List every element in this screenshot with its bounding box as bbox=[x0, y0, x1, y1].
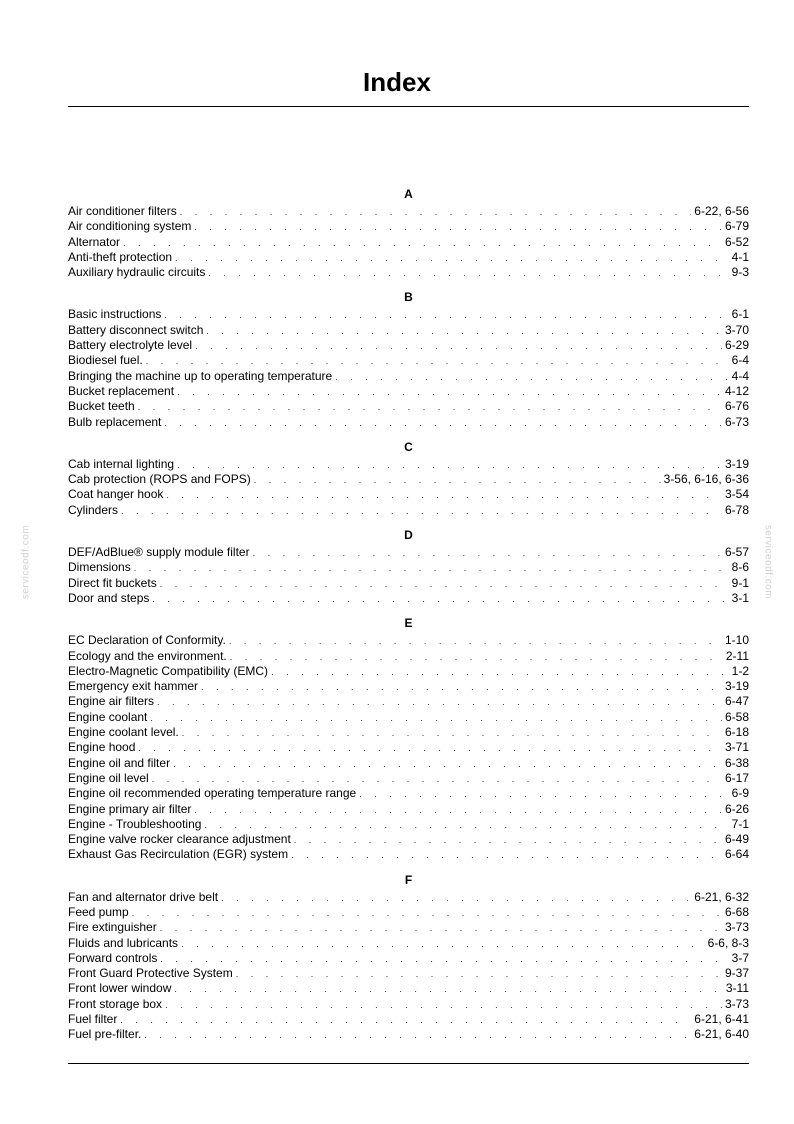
index-entry bbox=[68, 576, 749, 591]
index-entry bbox=[68, 307, 749, 322]
index-entry bbox=[68, 832, 749, 847]
dot-leader bbox=[335, 370, 728, 385]
entry-term: Battery electrolyte level bbox=[68, 338, 193, 353]
index-entry bbox=[68, 920, 749, 935]
index-entry bbox=[68, 503, 749, 518]
dot-leader bbox=[359, 787, 728, 802]
index-entry bbox=[68, 890, 749, 905]
entry-pages: 6-29 bbox=[724, 338, 749, 353]
entry-pages: 6-6, 8-3 bbox=[707, 935, 749, 950]
entry-term: Engine air filters bbox=[68, 694, 155, 709]
index-section-f bbox=[68, 870, 749, 1043]
dot-leader bbox=[201, 680, 722, 695]
dot-leader bbox=[144, 1028, 691, 1043]
entry-pages: 3-1 bbox=[731, 590, 749, 605]
entry-pages: 4-12 bbox=[724, 383, 749, 398]
index-entry bbox=[68, 633, 749, 648]
footer-rule bbox=[68, 1063, 749, 1064]
entry-term: Basic instructions bbox=[68, 307, 162, 322]
dot-leader bbox=[152, 592, 728, 607]
index-entry bbox=[68, 472, 749, 487]
entry-term: Fire extinguisher bbox=[68, 920, 157, 935]
entry-term: Door and steps bbox=[68, 590, 150, 605]
dot-leader bbox=[175, 251, 729, 266]
entry-term: Biodiesel fuel. bbox=[68, 353, 143, 368]
index-entry bbox=[68, 802, 749, 817]
dot-leader bbox=[230, 650, 723, 665]
entry-pages: 3-7 bbox=[731, 950, 749, 965]
dot-leader bbox=[271, 665, 729, 680]
index-section-c bbox=[68, 437, 749, 518]
dot-leader bbox=[253, 546, 722, 561]
entry-term: Forward controls bbox=[68, 950, 158, 965]
entry-term: Cab protection (ROPS and FOPS) bbox=[68, 472, 251, 487]
dot-leader bbox=[177, 385, 722, 400]
dot-leader bbox=[173, 757, 722, 772]
index-entry bbox=[68, 369, 749, 384]
entry-term: Bucket replacement bbox=[68, 383, 175, 398]
entry-term: DEF/AdBlue® supply module filter bbox=[68, 545, 250, 560]
index-section-e bbox=[68, 613, 749, 862]
entry-pages: 3-19 bbox=[724, 456, 749, 471]
entry-pages: 6-52 bbox=[724, 234, 749, 249]
entry-pages: 3-19 bbox=[724, 679, 749, 694]
dot-leader bbox=[208, 266, 728, 281]
dot-leader bbox=[206, 324, 722, 339]
dot-leader bbox=[150, 711, 722, 726]
index-entry bbox=[68, 399, 749, 414]
index-entry bbox=[68, 817, 749, 832]
dot-leader bbox=[164, 308, 728, 323]
index-entry bbox=[68, 710, 749, 725]
entry-term: Engine oil recommended operating temperature range bbox=[68, 786, 357, 801]
index-entry bbox=[68, 756, 749, 771]
dot-leader bbox=[291, 848, 722, 863]
entry-term: Front Guard Protective System bbox=[68, 966, 233, 981]
index-entry bbox=[68, 219, 749, 234]
entry-pages: 3-73 bbox=[724, 920, 749, 935]
entry-pages: 7-1 bbox=[731, 816, 749, 831]
entry-pages: 3-54 bbox=[724, 487, 749, 502]
entry-pages: 9-3 bbox=[731, 265, 749, 280]
entry-term: Feed pump bbox=[68, 904, 129, 919]
section-letter: B bbox=[404, 290, 413, 305]
entry-pages: 3-11 bbox=[725, 981, 749, 996]
entry-pages: 6-18 bbox=[724, 725, 749, 740]
entry-pages: 6-17 bbox=[724, 770, 749, 785]
section-letter: F bbox=[404, 872, 413, 887]
entry-term: Emergency exit hammer bbox=[68, 679, 199, 694]
entry-term: EC Declaration of Conformity. bbox=[68, 633, 226, 648]
entry-term: Fuel pre-filter. bbox=[68, 1027, 142, 1042]
index-entry bbox=[68, 338, 749, 353]
index-entry bbox=[68, 560, 749, 575]
entry-term: Cylinders bbox=[68, 502, 119, 517]
index-entry bbox=[68, 487, 749, 502]
index-entry bbox=[68, 997, 749, 1012]
section-letter: A bbox=[404, 187, 413, 201]
dot-leader bbox=[194, 803, 722, 818]
entry-term: Front lower window bbox=[68, 981, 172, 996]
entry-pages: 6-58 bbox=[724, 709, 749, 724]
entry-term: Engine valve rocker clearance adjustment bbox=[68, 832, 291, 847]
dot-leader bbox=[254, 473, 661, 488]
entry-pages: 6-9 bbox=[731, 786, 749, 801]
entry-term: Battery disconnect switch bbox=[68, 322, 204, 337]
index-entry bbox=[68, 235, 749, 250]
entry-pages: 6-38 bbox=[724, 755, 749, 770]
index-section-d bbox=[68, 525, 749, 606]
dot-leader bbox=[123, 236, 722, 251]
index-entry bbox=[68, 725, 749, 740]
entry-term: Direct fit buckets bbox=[68, 575, 157, 590]
entry-pages: 1-10 bbox=[724, 633, 749, 648]
entry-pages: 6-4 bbox=[731, 353, 749, 368]
dot-leader bbox=[195, 339, 722, 354]
entry-pages: 9-1 bbox=[731, 575, 749, 590]
dot-leader bbox=[138, 741, 722, 756]
entry-term: Engine oil and filter bbox=[68, 755, 171, 770]
index-entry bbox=[68, 936, 749, 951]
entry-pages: 6-76 bbox=[724, 399, 749, 414]
entry-pages: 9-37 bbox=[724, 966, 749, 981]
index-entry bbox=[68, 740, 749, 755]
dot-leader bbox=[294, 833, 722, 848]
entry-pages: 6-21, 6-41 bbox=[694, 1012, 749, 1027]
dot-leader bbox=[180, 205, 692, 220]
entry-term: Air conditioner filters bbox=[68, 204, 177, 218]
entry-term: Ecology and the environment. bbox=[68, 648, 227, 663]
entry-term: Bringing the machine up to operating temperature bbox=[68, 368, 333, 383]
index-entry bbox=[68, 847, 749, 862]
index-entry bbox=[68, 649, 749, 664]
dot-leader bbox=[138, 400, 722, 415]
dot-leader bbox=[236, 967, 722, 982]
entry-term: Coat hanger hook bbox=[68, 487, 164, 502]
entry-pages: 3-56, 6-16, 6-36 bbox=[663, 472, 749, 487]
section-letter: E bbox=[404, 616, 413, 631]
entry-pages: 2-11 bbox=[725, 648, 749, 663]
entry-pages: 6-21, 6-40 bbox=[694, 1027, 749, 1042]
entry-term: Fluids and lubricants bbox=[68, 935, 179, 950]
dot-leader bbox=[152, 772, 722, 787]
index-entry bbox=[68, 384, 749, 399]
entry-pages: 6-47 bbox=[724, 694, 749, 709]
dot-leader bbox=[160, 952, 728, 967]
index-entry bbox=[68, 679, 749, 694]
entry-pages: 3-70 bbox=[724, 322, 749, 337]
entry-pages: 6-21, 6-32 bbox=[694, 889, 749, 904]
dot-leader bbox=[204, 818, 728, 833]
dot-leader bbox=[194, 220, 722, 235]
index-entry bbox=[68, 981, 749, 996]
entry-pages: 6-68 bbox=[724, 904, 749, 919]
entry-term: Alternator bbox=[68, 234, 121, 249]
index-entry bbox=[68, 591, 749, 606]
entry-term: Front storage box bbox=[68, 996, 163, 1011]
index-entry bbox=[68, 786, 749, 801]
entry-term: Dimensions bbox=[68, 560, 131, 575]
entry-pages: 3-73 bbox=[724, 996, 749, 1011]
index-entry bbox=[68, 545, 749, 560]
dot-leader bbox=[164, 416, 722, 431]
entry-term: Exhaust Gas Recirculation (EGR) system bbox=[68, 847, 289, 862]
index-entry bbox=[68, 415, 749, 430]
entry-pages: 6-57 bbox=[724, 545, 749, 560]
entry-pages: 6-64 bbox=[724, 847, 749, 862]
entry-pages: 6-1 bbox=[731, 307, 749, 322]
index-entry bbox=[68, 204, 749, 219]
entry-term: Engine - Troubleshooting bbox=[68, 816, 202, 831]
index-entry bbox=[68, 664, 749, 679]
dot-leader bbox=[134, 561, 729, 576]
entry-term: Engine hood bbox=[68, 740, 136, 755]
entry-pages: 6-78 bbox=[724, 502, 749, 517]
dot-leader bbox=[121, 504, 722, 519]
watermark-left: serviceodf.com bbox=[20, 524, 32, 600]
index-section-a bbox=[68, 184, 749, 280]
index-entry bbox=[68, 250, 749, 265]
section-letter: D bbox=[404, 528, 413, 543]
index-entry bbox=[68, 951, 749, 966]
index-entry bbox=[68, 905, 749, 920]
entry-pages: 4-4 bbox=[731, 368, 749, 383]
entry-term: Bulb replacement bbox=[68, 414, 162, 429]
dot-leader bbox=[221, 891, 691, 906]
index-entry bbox=[68, 323, 749, 338]
entry-pages: 3-71 bbox=[724, 740, 749, 755]
dot-leader bbox=[229, 634, 722, 649]
entry-term: Air conditioning system bbox=[68, 219, 192, 234]
dot-leader bbox=[120, 1013, 691, 1028]
index-entry bbox=[68, 353, 749, 368]
index-entry bbox=[68, 1012, 749, 1027]
index-entry bbox=[68, 771, 749, 786]
header-rule bbox=[68, 106, 749, 107]
index-list bbox=[68, 184, 749, 1050]
dot-leader bbox=[174, 982, 722, 997]
entry-term: Fan and alternator drive belt bbox=[68, 889, 219, 904]
section-letter: C bbox=[404, 439, 413, 454]
index-entry bbox=[68, 1027, 749, 1042]
entry-pages: 4-1 bbox=[731, 249, 749, 264]
index-entry bbox=[68, 694, 749, 709]
entry-term: Electro-Magnetic Compatibility (EMC) bbox=[68, 663, 269, 678]
entry-term: Auxiliary hydraulic circuits bbox=[68, 265, 206, 280]
entry-term: Fuel filter bbox=[68, 1012, 118, 1027]
dot-leader bbox=[160, 921, 722, 936]
entry-pages: 6-26 bbox=[724, 801, 749, 816]
watermark-right: serviceodf.com bbox=[762, 524, 774, 600]
dot-leader bbox=[132, 906, 722, 921]
entry-pages: 6-49 bbox=[724, 832, 749, 847]
dot-leader bbox=[146, 354, 729, 369]
entry-pages: 1-2 bbox=[731, 663, 749, 678]
dot-leader bbox=[166, 488, 722, 503]
entry-term: Bucket teeth bbox=[68, 399, 135, 414]
page-title: Index bbox=[363, 67, 431, 97]
entry-term: Anti-theft protection bbox=[68, 249, 173, 264]
dot-leader bbox=[160, 577, 729, 592]
entry-pages: 6-79 bbox=[724, 219, 749, 234]
index-entry bbox=[68, 457, 749, 472]
dot-leader bbox=[182, 726, 722, 741]
entry-term: Engine coolant bbox=[68, 709, 148, 724]
entry-pages: 6-22, 6-56 bbox=[694, 204, 749, 218]
entry-term: Engine oil level bbox=[68, 770, 149, 785]
dot-leader bbox=[165, 998, 722, 1013]
entry-pages: 8-6 bbox=[731, 560, 749, 575]
dot-leader bbox=[157, 695, 722, 710]
entry-term: Engine coolant level. bbox=[68, 725, 179, 740]
dot-leader bbox=[177, 458, 722, 473]
index-section-b bbox=[68, 287, 749, 429]
index-entry bbox=[68, 966, 749, 981]
entry-term: Cab internal lighting bbox=[68, 456, 175, 471]
dot-leader bbox=[181, 937, 705, 952]
entry-term: Engine primary air filter bbox=[68, 801, 192, 816]
entry-pages: 6-73 bbox=[724, 414, 749, 429]
index-entry bbox=[68, 265, 749, 280]
